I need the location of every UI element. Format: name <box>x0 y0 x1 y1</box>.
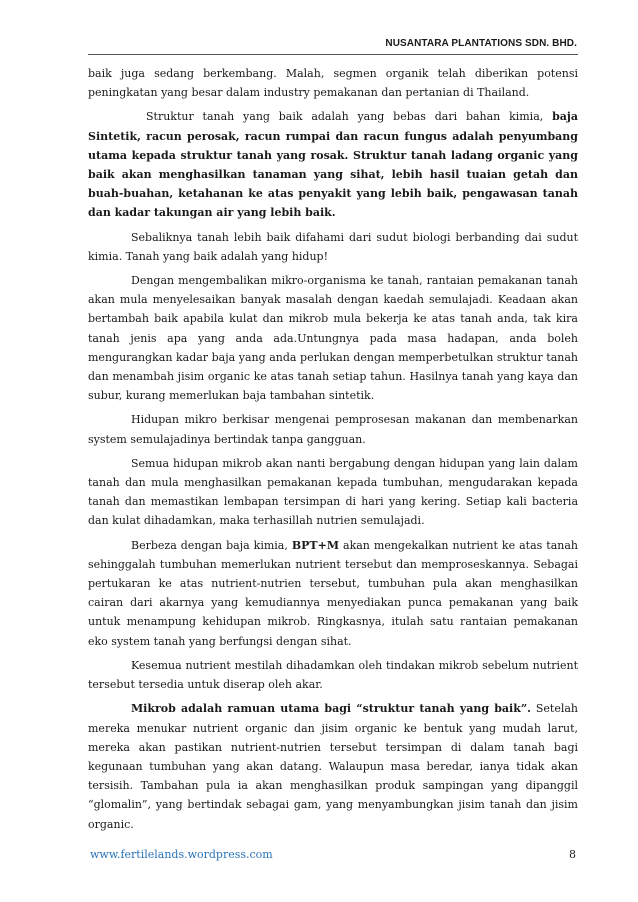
paragraph-8: Kesemua nutrient mestilah dihadamkan oleh tindakan mikrob sebelum nutrient tersebut tersedia untuk diserap oleh akar. <box>88 658 578 692</box>
paragraph-5: Hidupan mikro berkisar mengenai pemprosesan makanan dan membenarkan system semulajadinya bertindak tanpa gangguan. <box>88 413 578 446</box>
paragraph-2-bold: baja Sintetik, racun perosak, racun rumpai dan racun fungus adalah penyumbang utama kepada struktur tanah yang rosak. Struktur tanah ladang organic yang baik akan menghasilkan tanaman yang sihat, lebih hasil tuaian getah dan buah-buahan, ketahanan ke atas penyakit yang lebih baik, pengawasan tanah dan kadar takungan air yang lebih baik. <box>88 110 578 220</box>
footer-website-link[interactable]: www.fertilelands.wordpress.com <box>90 848 273 861</box>
paragraph-7-rest: akan mengekalkan nutrient ke atas tanah sehinggalah tumbuhan memerlukan nutrient tersebut dan memproseskannya. Sebagai pertukaran ke atas nutrient-nutrien tersebut, tumbuhan pula akan menghasilkan cairan dari akarnya yang kemudiannya menyediakan punca pemakanan yang baik untuk menampung kehidupan mikrob. Ringkasnya, itulah satu rantaian pemakanan eko system tanah yang berfungsi dengan sihat. <box>88 538 578 648</box>
paragraph-9-bold: Mikrob adalah ramuan utama bagi “struktur tanah yang baik”. <box>131 702 532 716</box>
paragraph-7-intro: Berbeza dengan baja kimia, <box>131 538 292 552</box>
paragraph-9-rest: Setelah mereka menukar nutrient organic dan jisim organic ke bentuk yang mudah larut, mereka akan pastikan nutrient-nutrien tersebut tersimpan di dalam tanah bagi kegunaan tumbuhan yang akan datang. Walaupun masa beredar, ianya tidak akan tersisih. Tambahan pula ia akan menghasilkan produk sampingan yang dipanggil “glomalin”, yang bertindak sebagai gam, yang menyambungkan jisim tanah dan jisim organic. <box>88 702 578 831</box>
page-header-company: NUSANTARA PLANTATIONS SDN. BHD. <box>385 38 577 49</box>
paragraph-2 <box>88 107 578 222</box>
paragraph-1: baik juga sedang berkembang. Malah, segmen organik telah diberikan potensi peningkatan yang besar dalam industry pemakanan dan pertanian di Thailand. <box>88 67 578 100</box>
paragraph-6: Semua hidupan mikrob akan nanti bergabung dengan hidupan yang lain dalam tanah dan mula menghasilkan pemakanan kepada tumbuhan, mengudarakan kepada tanah dan memastikan lembapan tersimpan di hari yang kering. Setiap kali bacteria dan kulat dihadamkan, maka terhasillah nutrien semulajadi. <box>88 456 578 528</box>
document-body <box>88 64 578 839</box>
paragraph-7 <box>88 536 578 651</box>
paragraph-7-product: BPT+M <box>291 538 340 552</box>
header-divider <box>88 54 578 55</box>
paragraph-2-intro: Struktur tanah yang baik adalah yang bebas dari bahan kimia, <box>146 110 553 124</box>
paragraph-9 <box>88 699 578 833</box>
page-number: 8 <box>569 848 576 861</box>
paragraph-3: Sebaliknya tanah lebih baik difahami dari sudut biologi berbanding dai sudut kimia. Tanah yang baik adalah yang hidup! <box>88 230 578 263</box>
paragraph-4: Dengan mengembalikan mikro-organisma ke tanah, rantaian pemakanan tanah akan mula menyelesaikan banyak masalah dengan kaedah semulajadi. Keadaan akan bertambah baik apabila kulat dan mikrob mula bekerja ke atas tanah anda, tak kira tanah jenis apa yang anda ada.Untungnya pada masa hadapan, anda boleh mengurangkan kadar baja yang anda perlukan dengan memperbetulkan struktur tanah dan menambah jisim organic ke atas tanah setiap tahun. Hasilnya tanah yang kaya dan subur, kurang memerlukan baja tambahan sintetik. <box>88 274 578 403</box>
